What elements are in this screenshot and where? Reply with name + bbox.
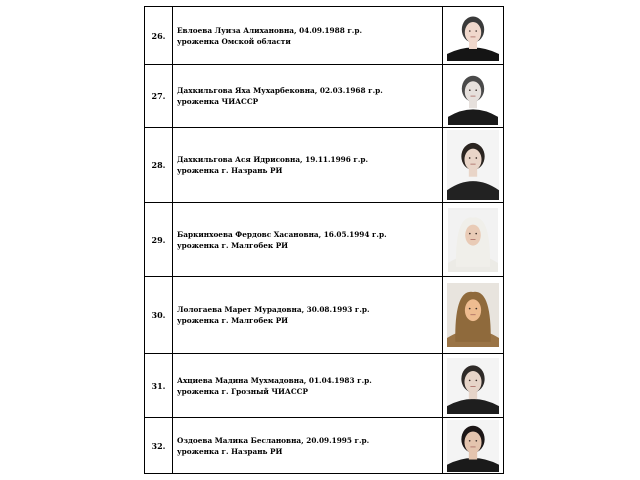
photo-face [465,224,481,245]
photo-eye [475,157,477,159]
person-photo [447,420,499,472]
photo-cell [443,354,504,418]
person-photo [447,283,499,347]
photo-eye [469,308,471,310]
person-name-line: Ахциева Мадина Мухмадовна, 01.04.1983 г.р. [177,375,372,385]
row-number: 27. [145,65,173,128]
photo-mouth [471,36,476,37]
person-origin-line: уроженка г. Малгобек РИ [177,240,289,250]
photo-cell [443,418,504,474]
photo-mouth [470,164,475,165]
person-name-line: Дахкильгова Яха Мухарбековна, 02.03.1968 г.р. [177,86,383,95]
table-row [145,277,504,354]
person-origin-line: уроженка Омской области [177,36,291,46]
photo-cell [443,65,504,128]
photo-face [464,149,481,171]
person-info [173,354,443,418]
person-name-line: Лологаева Марет Мурадовна, 30.08.1993 г.р. [177,305,370,314]
table-row [145,65,504,128]
person-info [173,7,443,65]
person-info [173,65,443,128]
photo-face [465,81,481,102]
table-row [145,203,504,277]
person-origin-line: уроженка г. Назрань РИ [177,166,283,175]
person-info [173,277,443,354]
photo-mouth [470,386,475,387]
person-photo [447,11,499,61]
photo-eye [475,232,477,234]
photo-eye [469,439,471,441]
table-row [145,418,504,474]
photo-eye [475,308,477,310]
row-number: 31. [145,354,173,418]
row-number: 29. [145,203,173,277]
person-name-line: Оздоева Малика Беслановна, 20.09.1995 г.р. [177,435,370,445]
photo-eye [469,157,471,159]
person-origin-line: уроженка ЧИАССР [177,97,259,106]
photo-mouth [470,446,475,447]
person-info [173,418,443,474]
photo-face [465,22,481,43]
person-photo [447,130,499,200]
person-origin-line: уроженка г. Грозный ЧИАССР [177,386,308,396]
person-origin-line: уроженка г. Назрань РИ [177,446,283,456]
photo-mouth [471,96,476,97]
person-name-line: Дахкильгова Ася Идрисовна, 19.11.1996 г.р. [177,155,369,164]
person-name-line: Евлоева Луиза Алихановна, 04.09.1988 г.р. [177,25,362,35]
photo-face [464,371,481,393]
photo-mouth [471,239,476,240]
person-info [173,203,443,277]
table-row [145,7,504,65]
photo-eye [469,89,471,91]
person-info [173,128,443,203]
photo-eye [469,232,471,234]
photo-eye [475,379,477,381]
photo-cell [443,128,504,203]
photo-face [464,431,481,453]
row-number: 30. [145,277,173,354]
person-origin-line: уроженка г. Малгобек РИ [177,316,289,325]
person-name-line: Баркинхоева Фердовс Хасановна, 16.05.1994 г.р. [177,229,387,239]
row-number: 28. [145,128,173,203]
table-row [145,128,504,203]
photo-eye [469,379,471,381]
person-photo [448,208,498,272]
row-number: 26. [145,7,173,65]
wanted-persons-table [144,6,504,474]
photo-cell [443,7,504,65]
photo-face [465,299,481,321]
photo-eye [475,89,477,91]
row-number: 32. [145,418,173,474]
photo-cell [443,277,504,354]
photo-cell [443,203,504,277]
photo-eye [469,30,471,32]
person-photo [448,67,498,125]
person-photo [447,358,499,414]
photo-eye [475,439,477,441]
photo-eye [475,30,477,32]
table-row [145,354,504,418]
photo-mouth [470,314,475,315]
